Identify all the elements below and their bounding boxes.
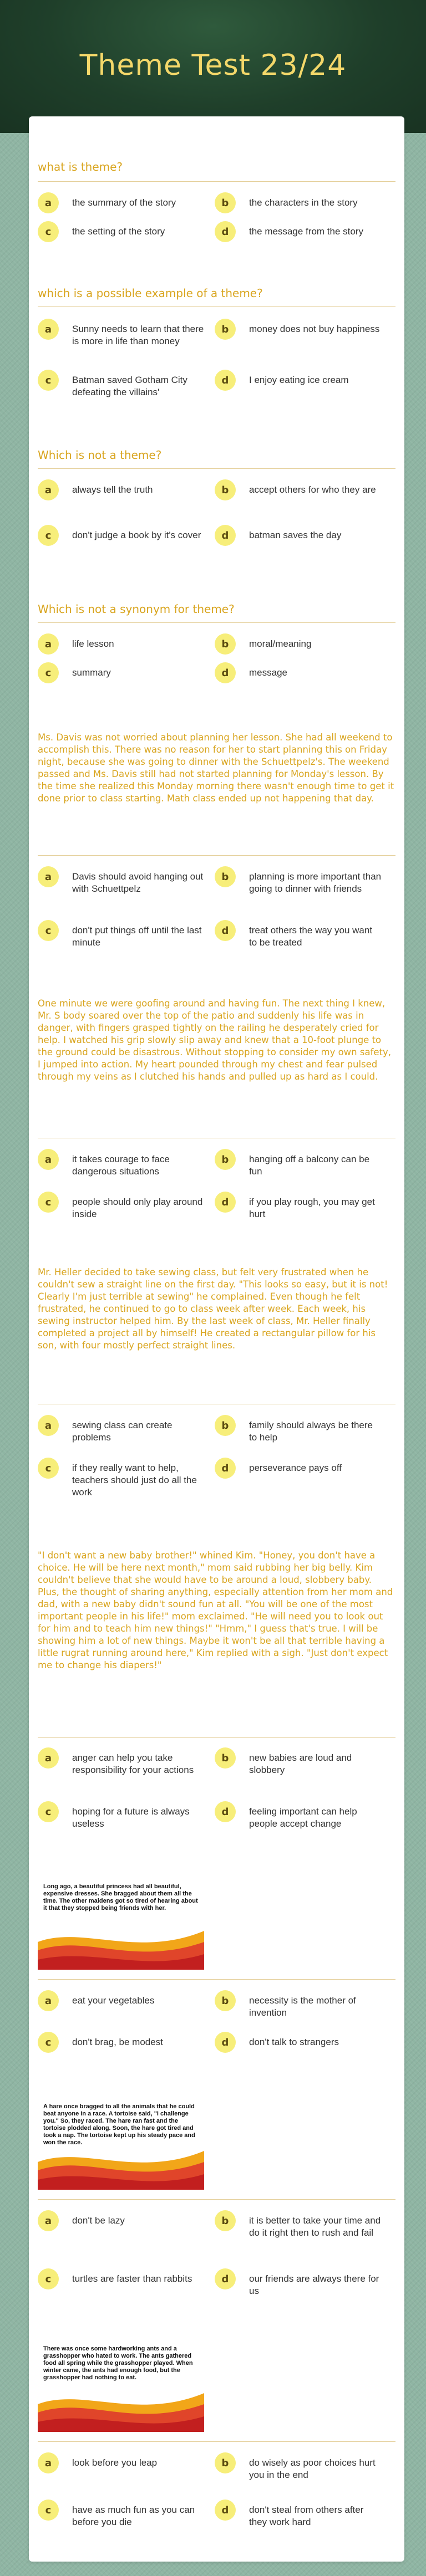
option-letter: d [215,1458,236,1479]
option-b[interactable] [215,1747,387,1776]
option-text: family should always be there to help [249,1420,373,1443]
wave-graphic [38,2382,204,2432]
option-d[interactable] [215,525,387,546]
option-text: planning is more important than going to dinner with friends [249,871,382,894]
divider [38,1737,395,1738]
option-text: if they really want to help, teachers should just do all the work [72,1463,197,1497]
option-letter: a [38,1990,59,2011]
option-text: it is better to take your time and do it right then to rush and fail [249,2215,381,2238]
option-letter: b [215,479,236,500]
option-text: perseverance pays off [249,1463,342,1473]
option-letter: b [215,2452,236,2473]
option-text: sewing class can create problems [72,1420,173,1443]
option-text: moral/meaning [249,638,312,649]
option-text: if you play rough, you may get hurt [249,1197,375,1219]
option-b[interactable] [215,1990,387,2019]
divider [38,181,395,182]
option-c[interactable] [38,2032,210,2053]
option-letter: d [215,525,236,546]
option-text: eat your vegetables [72,1995,155,2006]
option-a[interactable] [38,192,210,213]
option-letter: d [215,2500,236,2521]
option-letter: b [215,192,236,213]
question-prompt: Which is not a theme? [38,448,162,462]
option-b[interactable] [215,192,387,213]
option-c[interactable] [38,920,210,949]
story-image [38,1875,204,1970]
option-text: necessity is the mother of invention [249,1995,356,2018]
option-d[interactable] [215,1458,387,1479]
option-text: hanging off a balcony can be fun [249,1154,370,1177]
story-text: There was once some hardworking ants and a grasshopper who hated to work. The ants gathered food all spring while the grasshopper played. When winter came, the ants had enough food, but the grasshopper had nothing to eat. [43,2345,193,2381]
option-letter: a [38,2210,59,2231]
option-letter: a [38,319,59,340]
chalkboard-header [0,0,426,133]
option-letter: c [38,221,59,242]
option-text: feeling important can help people accept change [249,1806,357,1829]
option-letter: b [215,633,236,655]
option-letter: a [38,1747,59,1769]
option-letter: b [215,319,236,340]
option-letter: d [215,920,236,941]
option-text: Davis should avoid hanging out with Schuettpelz [72,871,204,894]
option-text: people should only play around inside [72,1197,203,1219]
option-letter: c [38,2032,59,2053]
option-b[interactable] [215,2452,387,2481]
option-text: have as much fun as you can before you die [72,2505,195,2527]
option-a[interactable] [38,866,210,895]
option-text: don't judge a book by it's cover [72,530,201,540]
wave-graphic [38,2140,204,2190]
option-letter: b [215,1415,236,1436]
option-text: new babies are loud and slobbery [249,1752,352,1775]
option-text: it takes courage to face dangerous situations [72,1154,170,1177]
option-letter: c [38,370,59,391]
option-c[interactable] [38,1801,210,1830]
option-letter: b [215,2210,236,2231]
option-letter: a [38,479,59,500]
quiz-card [29,116,404,2562]
option-b[interactable] [215,319,387,340]
option-a[interactable] [38,2452,210,2473]
option-b[interactable] [215,2210,387,2239]
option-a[interactable] [38,1415,210,1444]
option-text: don't brag, be modest [72,2037,163,2047]
option-letter: a [38,2452,59,2473]
story-image [38,2338,204,2432]
option-letter: d [215,221,236,242]
question-prompt: Ms. Davis was not worried about planning her lesson. She had all weekend to accomplish this. There was no reason for her to start planning this on Friday night, because she was going to dinner with the Schuettpelz's. The weekend passed and Ms. Davis still had not started planning for Monday's lesson. By the time she realized this Monday morning there wasn't enough time to get it done prior to class starting. Math class ended up not happening that day. [38,732,394,804]
option-letter: a [38,633,59,655]
option-c[interactable] [38,525,210,546]
option-text: accept others for who they are [249,484,376,495]
option-text: life lesson [72,638,114,649]
option-text: don't put things off until the last minute [72,925,202,948]
option-text: treat others the way you want to be treated [249,925,373,948]
option-text: don't talk to strangers [249,2037,339,2047]
option-b[interactable] [215,633,387,655]
option-letter: c [38,662,59,683]
option-d[interactable] [215,920,387,949]
question-prompt: Mr. Heller decided to take sewing class, but felt very frustrated when he couldn't sew a straight line on the first day. "This looks so easy, but it is not! Clearly I'm just terrible at sewing" he complained. Even though he felt frustrated, he continued to go to class week after week. Each week, his sewing instructor helped him. By the last week of class, Mr. Heller finally completed a project all by himself! He created a rectangular pillow for his son, with four mostly perfect straight lines. [38,1267,388,1351]
option-text: the characters in the story [249,197,358,208]
question-prompt: One minute we were goofing around and having fun. The next thing I knew, Mr. S body soared over the top of the patio and suddenly his life was in danger, with fingers grasped tightly on the railing he desperately cried for help. I watched his grip slowly slip away and knew that a 10-foot plunge to the ground could be disastrous. Without stopping to consider my own safety, I jumped into action. My heart pounded through my chest and fear pulsed through my veins as I clutched his hands and pulled up as hard as I could. [38,998,392,1082]
divider [38,468,395,469]
option-text: message [249,667,287,678]
option-text: anger can help you take responsibility for your actions [72,1752,194,1775]
wave-graphic [38,1920,204,1970]
option-a[interactable] [38,633,210,655]
option-letter: c [38,2500,59,2521]
option-text: the message from the story [249,226,363,237]
divider [38,2441,395,2442]
story-image [38,2095,204,2190]
option-text: the setting of the story [72,226,165,237]
option-text: the summary of the story [72,197,176,208]
option-text: Batman saved Gotham City defeating the villains' [72,375,187,397]
option-letter: c [38,2268,59,2289]
option-letter: b [215,1747,236,1769]
option-c[interactable] [38,1192,210,1220]
option-a[interactable] [38,1149,210,1178]
option-text: our friends are always there for us [249,2273,379,2296]
option-text: do wisely as poor choices hurt you in the end [249,2457,376,2480]
option-letter: b [215,866,236,887]
option-c[interactable] [38,662,210,683]
option-d[interactable] [215,221,387,242]
divider [38,1979,395,1980]
option-letter: d [215,370,236,391]
option-c[interactable] [38,2500,210,2528]
option-letter: b [215,1990,236,2011]
option-letter: c [38,525,59,546]
option-d[interactable] [215,1192,387,1220]
option-c[interactable] [38,2268,210,2289]
option-letter: d [215,1192,236,1213]
option-letter: d [215,2032,236,2053]
option-a[interactable] [38,479,210,500]
option-text: money does not buy happiness [249,324,380,334]
divider [38,2199,395,2200]
option-b[interactable] [215,1149,387,1178]
option-text: hoping for a future is always useless [72,1806,190,1829]
option-c[interactable] [38,1458,210,1499]
option-letter: d [215,1801,236,1822]
option-letter: a [38,1149,59,1170]
option-text: turtles are faster than rabbits [72,2273,192,2284]
option-text: don't be lazy [72,2215,125,2226]
option-letter: d [215,662,236,683]
option-text: I enjoy eating ice cream [249,375,349,385]
option-letter: c [38,920,59,941]
option-c[interactable] [38,221,210,242]
option-d[interactable] [215,1801,387,1830]
option-d[interactable] [215,662,387,683]
option-letter: c [38,1192,59,1213]
story-text: Long ago, a beautiful princess had all beautiful, expensive dresses. She bragged about them all the time. The other maidens got so tired of hearing about it that they stopped being friends with her. [43,1883,198,1911]
option-letter: a [38,192,59,213]
option-text: look before you leap [72,2457,158,2468]
option-a[interactable] [38,319,210,347]
option-b[interactable] [215,1415,387,1444]
option-c[interactable] [38,370,210,398]
option-a[interactable] [38,1990,210,2011]
option-b[interactable] [215,866,387,895]
option-a[interactable] [38,1747,210,1776]
option-letter: b [215,1149,236,1170]
option-letter: c [38,1801,59,1822]
question-prompt: Which is not a synonym for theme? [38,602,235,616]
question-prompt: what is theme? [38,160,123,173]
story-text: A hare once bragged to all the animals that he could beat anyone in a race. A tortoise said, "I challenge you." So, they raced. The hare ran fast and the tortoise plodded along. Soon, the hare got tired and took a nap. The tortoise kept up his steady pace and won the race. [43,2103,195,2146]
option-letter: a [38,1415,59,1436]
divider [38,855,395,856]
question-prompt: which is a possible example of a theme? [38,287,263,300]
option-letter: a [38,866,59,887]
option-d[interactable] [215,370,387,391]
option-text: always tell the truth [72,484,153,495]
option-text: don't steal from others after they work hard [249,2505,364,2527]
option-d[interactable] [215,2268,387,2297]
option-letter: c [38,1458,59,1479]
page-title: Theme Test 23/24 [79,49,347,82]
option-d[interactable] [215,2500,387,2528]
option-b[interactable] [215,479,387,500]
option-letter: d [215,2268,236,2289]
option-text: batman saves the day [249,530,342,540]
question-prompt: "I don't want a new baby brother!" whined Kim. "Honey, you don't have a choice. He will be here next month," mom said rubbing her big belly. Kim couldn't believe that she would have to be around a loud, slobbery baby. Plus, the thought of sharing anything, especially attention from her mom and dad, with a new baby didn't sound fun at all. "You will be one of the most important people in his life!" mom exclaimed. "He will need you to look out for him and to teach him new things!" "Hmm," I guess that's true. I will be showing him a lot of new things. Maybe it won't be all that terrible having a little rugrat running around here," Kim replied with a sigh. "Just don't expect me to change his diapers!" [38,1550,393,1670]
option-d[interactable] [215,2032,387,2053]
option-text: Sunny needs to learn that there is more in life than money [72,324,204,346]
option-text: summary [72,667,111,678]
option-a[interactable] [38,2210,210,2231]
divider [38,622,395,623]
divider [38,306,395,307]
